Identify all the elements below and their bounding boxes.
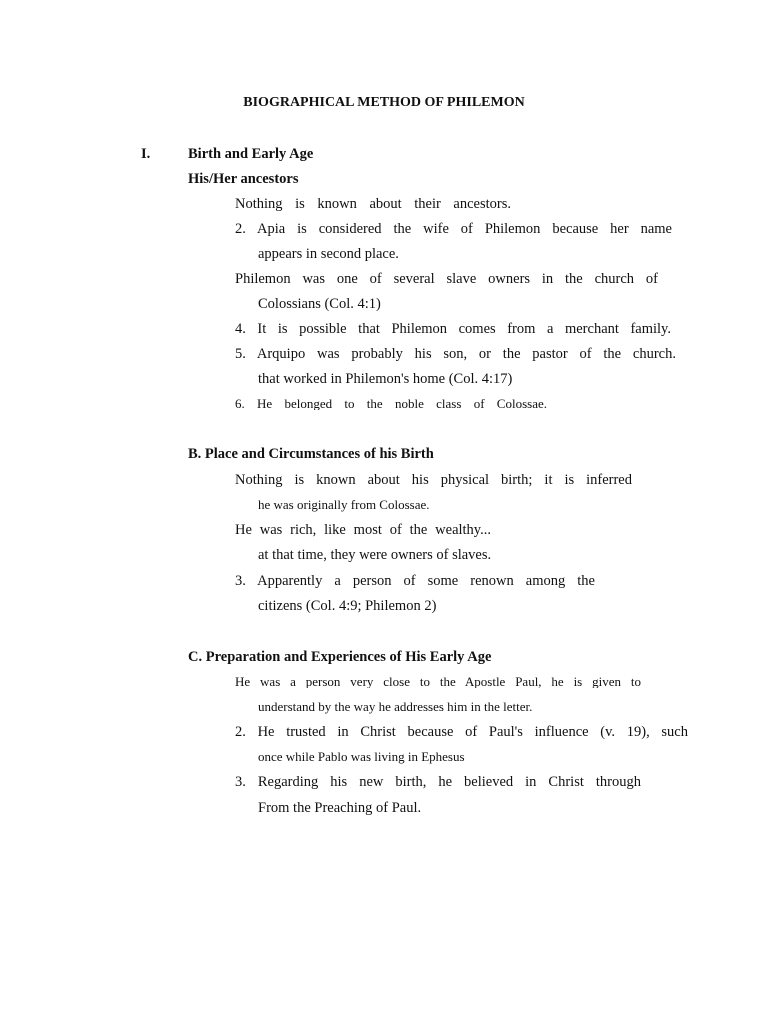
text-line: 5. Arquipo was probably his son, or the pastor of the church. <box>235 347 676 362</box>
section-numeral: I. <box>141 146 151 162</box>
subsection-heading: C. Preparation and Experiences of His Early Age <box>188 649 492 665</box>
text-line: he was originally from Colossae. <box>258 497 430 512</box>
text-line: From the Preaching of Paul. <box>258 800 422 816</box>
document-title: BIOGRAPHICAL METHOD OF PHILEMON <box>243 95 525 110</box>
text-line: that worked in Philemon's home (Col. 4:17) <box>258 371 513 387</box>
text-line: 2. Apia is considered the wife of Philemon because her name <box>235 222 672 237</box>
text-line: Nothing is known about their ancestors. <box>235 197 511 212</box>
text-line: citizens (Col. 4:9; Philemon 2) <box>258 598 437 614</box>
text-line: He was rich, like most of the wealthy... <box>235 523 491 538</box>
text-line: He was a person very close to the Apostle Paul, he is given to <box>235 675 641 688</box>
text-line: 4. It is possible that Philemon comes from a merchant family. <box>235 322 671 337</box>
text-line: 2. He trusted in Christ because of Paul's influence (v. 19), such <box>235 725 688 740</box>
text-line: Philemon was one of several slave owners in the church of <box>235 272 658 287</box>
text-line: 3. Apparently a person of some renown among the <box>235 574 595 589</box>
text-line: 6. He belonged to the noble class of Colossae. <box>235 397 547 410</box>
subsection-heading: His/Her ancestors <box>188 171 299 187</box>
text-line: Nothing is known about his physical birth; it is inferred <box>235 473 632 488</box>
section-heading: Birth and Early Age <box>188 146 314 162</box>
text-line: once while Pablo was living in Ephesus <box>258 749 465 764</box>
text-line: appears in second place. <box>258 246 399 262</box>
text-line: 3. Regarding his new birth, he believed in Christ through <box>235 775 641 790</box>
text-line: at that time, they were owners of slaves. <box>258 547 492 563</box>
text-line: Colossians (Col. 4:1) <box>258 296 381 312</box>
subsection-heading: B. Place and Circumstances of his Birth <box>188 446 434 462</box>
text-line: understand by the way he addresses him in the letter. <box>258 699 533 714</box>
